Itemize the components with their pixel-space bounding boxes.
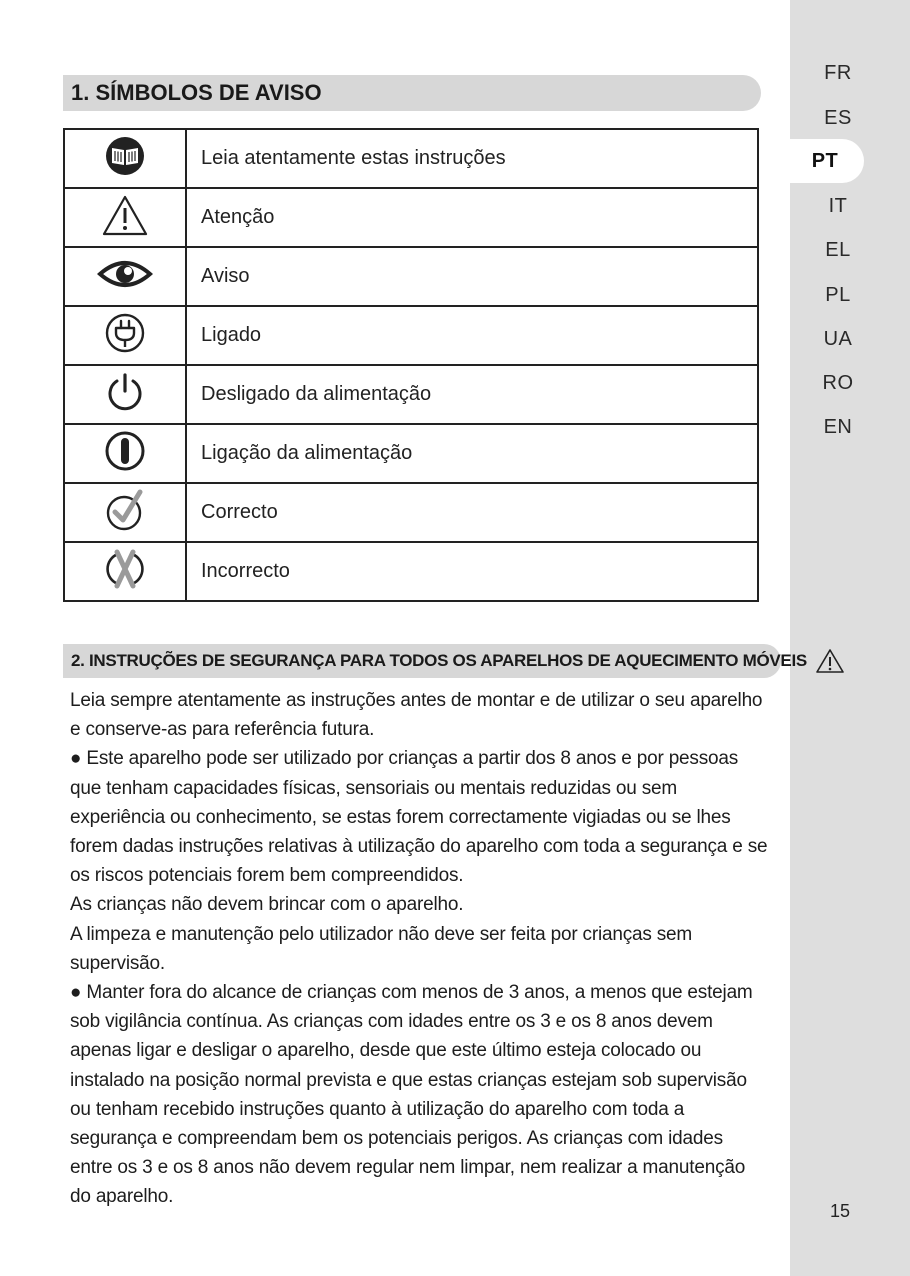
plug-icon [104, 312, 146, 359]
language-sidebar [790, 0, 910, 1276]
lang-tab-fr[interactable]: FR [824, 62, 852, 84]
table-row [64, 188, 758, 247]
lang-tab-el[interactable]: EL [825, 239, 851, 261]
warning-triangle-icon [102, 194, 148, 241]
symbol-label: Ligação da alimentação [186, 424, 758, 483]
lang-tab-pl[interactable]: PL [825, 284, 851, 306]
paragraph: Leia sempre atentamente as instruções antes de montar e de utilizar o seu aparelho e conserve-as para referência futura. [70, 690, 763, 741]
table-row [64, 365, 758, 424]
symbol-label: Atenção [186, 188, 758, 247]
page-number: 15 [830, 1201, 851, 1221]
paragraph: A limpeza e manutenção pelo utilizador não deve ser feita por crianças sem supervisão. [70, 923, 693, 974]
symbol-label: Aviso [186, 247, 758, 306]
lang-tab-it[interactable]: IT [828, 195, 848, 217]
symbol-label: Correcto [186, 483, 758, 542]
check-icon [104, 488, 146, 537]
symbol-label: Leia atentamente estas instruções [186, 129, 758, 188]
paragraph: ● Manter fora do alcance de crianças com menos de 3 anos, a menos que estejam sob vigilância contínua. As crianças com idades entre os 3 e os 8 anos devem apenas ligar e desligar o aparelho, desde que este último esteja colocado ou instalado na posição normal prevista e que estas crianças estejam sob supervisão ou tenham recebido instruções quanto à utilização do aparelho com toda a segurança e compreendam bem os potenciais perigos. As crianças com idades entre os 3 e os 8 anos não devem regular nem limpar, nem realizar a manutenção do aparelho. [70, 982, 753, 1208]
lang-tab-en[interactable]: EN [823, 416, 853, 438]
lang-tab-es[interactable]: ES [824, 107, 852, 129]
symbol-label: Ligado [186, 306, 758, 365]
warning-triangle-icon [815, 648, 845, 674]
section-2-heading [63, 644, 807, 678]
paragraph: ● Este aparelho pode ser utilizado por crianças a partir dos 8 anos e por pessoas que tenham capacidades físicas, sensoriais ou mentais reduzidas ou sem experiência ou conhecimento, se estas forem correctamente vigiadas ou se lhes forem dadas instruções relativas à utilização do aparelho com toda a segurança e se os riscos potenciais forem bem compreendidos. [70, 748, 768, 887]
cross-icon [104, 547, 146, 596]
table-row [64, 247, 758, 306]
table-row [64, 542, 758, 601]
lang-tab-pt[interactable]: PT [786, 139, 864, 183]
eye-icon [97, 258, 153, 295]
table-row [64, 483, 758, 542]
table-row [64, 306, 758, 365]
power-off-icon [104, 371, 146, 418]
section-1-title: 1. SÍMBOLOS DE AVISO [71, 80, 322, 105]
table-row [64, 424, 758, 483]
symbol-label: Incorrecto [186, 542, 758, 601]
lang-tab-ua[interactable]: UA [823, 328, 853, 350]
lang-tab-ro[interactable]: RO [822, 372, 854, 394]
warning-symbols-table [63, 128, 759, 602]
section-2-title: 2. INSTRUÇÕES DE SEGURANÇA PARA TODOS OS APARELHOS DE AQUECIMENTO MÓVEIS [71, 651, 807, 670]
book-icon [104, 135, 146, 182]
paragraph: As crianças não devem brincar com o aparelho. [70, 894, 464, 916]
table-row [64, 129, 758, 188]
symbol-label: Desligado da alimentação [186, 365, 758, 424]
section-1-heading [63, 75, 761, 111]
power-on-icon [104, 430, 146, 477]
safety-instructions-text [70, 686, 770, 1212]
